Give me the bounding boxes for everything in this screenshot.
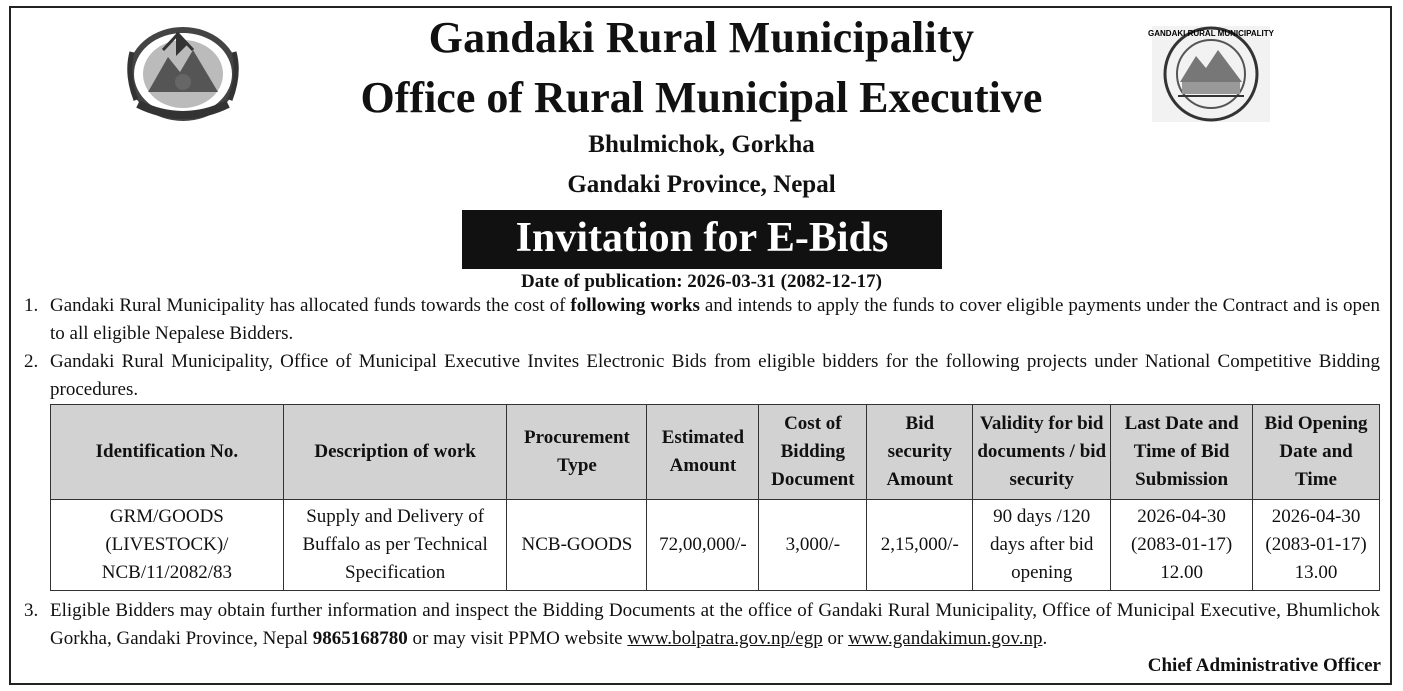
paragraph-3 bbox=[24, 597, 1380, 653]
paragraph-number: 1. bbox=[24, 295, 39, 316]
org-title: Gandaki Rural Municipality bbox=[428, 13, 975, 62]
cell-procurement-type: NCB-GOODS bbox=[507, 500, 647, 591]
paragraph-number: 2. bbox=[24, 351, 39, 372]
address-line-2: Gandaki Province, Nepal bbox=[567, 171, 836, 198]
municipality-link[interactable]: www.gandakimun.gov.np bbox=[848, 628, 1043, 649]
publication-date: Date of publication: 2026-03-31 (2082-12-17) bbox=[521, 271, 882, 292]
paragraph-2 bbox=[24, 348, 1380, 404]
address-line-1: Bhulmichok, Gorkha bbox=[588, 131, 815, 158]
column-header: Bid Opening Date and Time bbox=[1253, 405, 1380, 500]
paragraph-text: Gandaki Rural Municipality, Office of Municipal Executive Invites Electronic Bids from eligible bidders for the following projects under National Competitive Bidding procedures. bbox=[50, 351, 1380, 400]
cell-description: Supply and Delivery of Buffalo as per Technical Specification bbox=[283, 500, 507, 591]
cell-document-cost: 3,000/- bbox=[759, 500, 867, 591]
cell-validity: 90 days /120 days after bid opening bbox=[973, 500, 1111, 591]
paragraph-bold: following works bbox=[570, 295, 700, 316]
column-header: Last Date and Time of Bid Submission bbox=[1111, 405, 1253, 500]
bids-table bbox=[50, 404, 1380, 591]
column-header: Validity for bid documents / bid security bbox=[973, 405, 1111, 500]
paragraph-text: and intends to apply the funds to cover eligible payments under the Contract and is open to all eligible Nepalese Bidders. bbox=[50, 295, 1380, 344]
notice-banner: Invitation for E-Bids bbox=[462, 210, 942, 269]
cell-opening-date: 2026-04-30 (2083-01-17) 13.00 bbox=[1253, 500, 1380, 591]
cell-bid-security: 2,15,000/- bbox=[867, 500, 973, 591]
cell-last-date: 2026-04-30 (2083-01-17) 12.00 bbox=[1111, 500, 1253, 591]
paragraph-text: or may visit PPMO website bbox=[407, 628, 628, 649]
phone-number: 9865168780 bbox=[312, 628, 408, 649]
cell-estimated-amount: 72,00,000/- bbox=[647, 500, 759, 591]
office-title: Office of Rural Municipal Executive bbox=[360, 73, 1043, 122]
column-header: Description of work bbox=[283, 405, 507, 500]
paragraph-text: Gandaki Rural Municipality has allocated funds towards the cost of bbox=[50, 295, 571, 316]
table-header-row bbox=[51, 405, 1380, 500]
column-header: Bid security Amount bbox=[867, 405, 973, 500]
seal-ring-text: GANDAKI RURAL MUNICIPALITY bbox=[1148, 29, 1274, 38]
paragraph-1 bbox=[24, 292, 1380, 348]
column-header: Cost of Bidding Document bbox=[759, 405, 867, 500]
table-row bbox=[51, 500, 1380, 591]
paragraph-text: or bbox=[822, 628, 849, 649]
column-header: Estimated Amount bbox=[647, 405, 759, 500]
paragraph-number: 3. bbox=[24, 600, 39, 621]
paragraph-text: Eligible Bidders may obtain further information and inspect the Bidding Documents at the office of Gandaki Rural Municipality, Office of Municipal Executive, Bhumlichok Gorkha, Gandaki Province, Nepal bbox=[50, 600, 1380, 649]
column-header: Identification No. bbox=[51, 405, 284, 500]
cell-identification: GRM/GOODS (LIVESTOCK)/ NCB/11/2082/83 bbox=[51, 500, 284, 591]
signature-title: Chief Administrative Officer bbox=[1147, 655, 1381, 676]
ppmo-link[interactable]: www.bolpatra.gov.np/egp bbox=[627, 628, 823, 649]
column-header: Procurement Type bbox=[507, 405, 647, 500]
paragraph-text: . bbox=[1042, 628, 1048, 649]
